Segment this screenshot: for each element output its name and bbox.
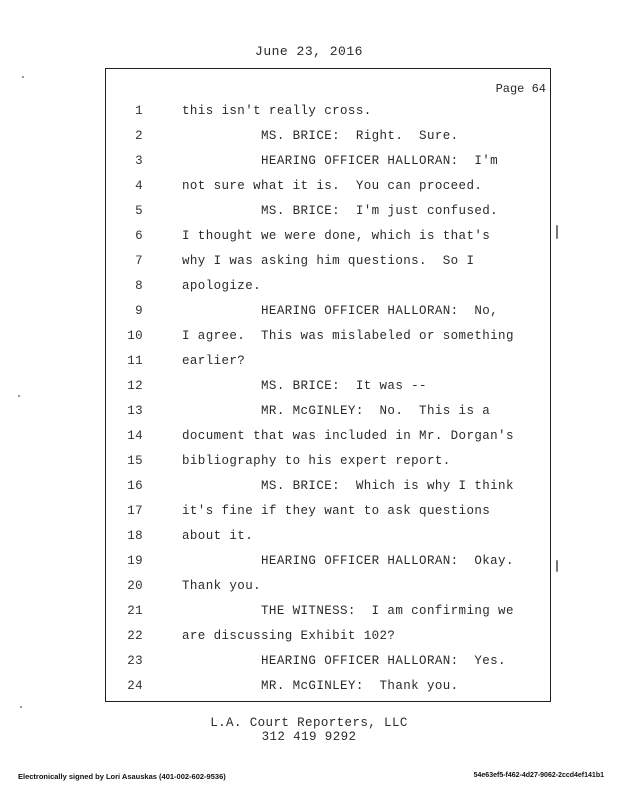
line-text: apologize. (182, 279, 262, 293)
line-number: 12 (127, 379, 143, 393)
line-text: bibliography to his expert report. (182, 454, 451, 468)
line-text: HEARING OFFICER HALLORAN: No, (182, 304, 499, 318)
line-text: THE WITNESS: I am confirming we (182, 604, 514, 618)
line-number: 16 (127, 479, 143, 493)
line-text: MS. BRICE: Which is why I think (182, 479, 514, 493)
line-number: 5 (135, 204, 143, 218)
court-reporter-phone: 312 419 9292 (261, 730, 357, 744)
line-text: MS. BRICE: Right. Sure. (182, 129, 459, 143)
line-number: 17 (127, 504, 143, 518)
electronic-signature: Electronically signed by Lori Asauskas (401-002-602-9536) (18, 772, 226, 781)
line-text: Thank you. (182, 579, 262, 593)
line-number: 2 (135, 129, 143, 143)
scan-speck (556, 225, 558, 239)
line-text: about it. (182, 529, 254, 543)
document-date: June 23, 2016 (255, 44, 363, 59)
line-text: earlier? (182, 354, 246, 368)
scan-speck (20, 706, 22, 708)
line-number: 22 (127, 629, 143, 643)
line-text: not sure what it is. You can proceed. (182, 179, 483, 193)
line-number: 20 (127, 579, 143, 593)
line-text: I agree. This was mislabeled or something (182, 329, 514, 343)
line-number: 7 (135, 254, 143, 268)
line-text: are discussing Exhibit 102? (182, 629, 396, 643)
line-text: this isn't really cross. (182, 104, 372, 118)
line-text: HEARING OFFICER HALLORAN: Yes. (182, 654, 506, 668)
line-text: I thought we were done, which is that's (182, 229, 491, 243)
line-text: HEARING OFFICER HALLORAN: Okay. (182, 554, 514, 568)
line-number: 9 (135, 304, 143, 318)
line-number: 13 (127, 404, 143, 418)
line-number: 23 (127, 654, 143, 668)
line-number: 19 (127, 554, 143, 568)
line-text: MS. BRICE: I'm just confused. (182, 204, 499, 218)
line-text: MR. McGINLEY: Thank you. (182, 679, 459, 693)
page-number: Page 64 (495, 82, 546, 96)
line-number: 1 (135, 104, 143, 118)
line-number: 3 (135, 154, 143, 168)
document-id: 54e63ef5-f462-4d27-9062-2ccd4ef141b1 (473, 772, 604, 779)
line-number: 21 (127, 604, 143, 618)
line-text: document that was included in Mr. Dorgan's (182, 429, 514, 443)
scan-speck (18, 395, 20, 397)
line-text: it's fine if they want to ask questions (182, 504, 491, 518)
line-number: 15 (127, 454, 143, 468)
line-number: 11 (127, 354, 143, 368)
line-text: MS. BRICE: It was -- (182, 379, 427, 393)
line-number: 14 (127, 429, 143, 443)
line-number: 6 (135, 229, 143, 243)
scan-speck (22, 76, 24, 78)
line-number: 18 (127, 529, 143, 543)
line-text: why I was asking him questions. So I (182, 254, 475, 268)
scan-speck (556, 560, 558, 572)
line-text: HEARING OFFICER HALLORAN: I'm (182, 154, 499, 168)
court-reporter-name: L.A. Court Reporters, LLC (210, 716, 408, 730)
reporter-footer (0, 716, 618, 744)
line-text: MR. McGINLEY: No. This is a (182, 404, 491, 418)
line-number: 8 (135, 279, 143, 293)
line-number: 10 (127, 329, 143, 343)
line-number: 4 (135, 179, 143, 193)
line-number: 24 (127, 679, 143, 693)
